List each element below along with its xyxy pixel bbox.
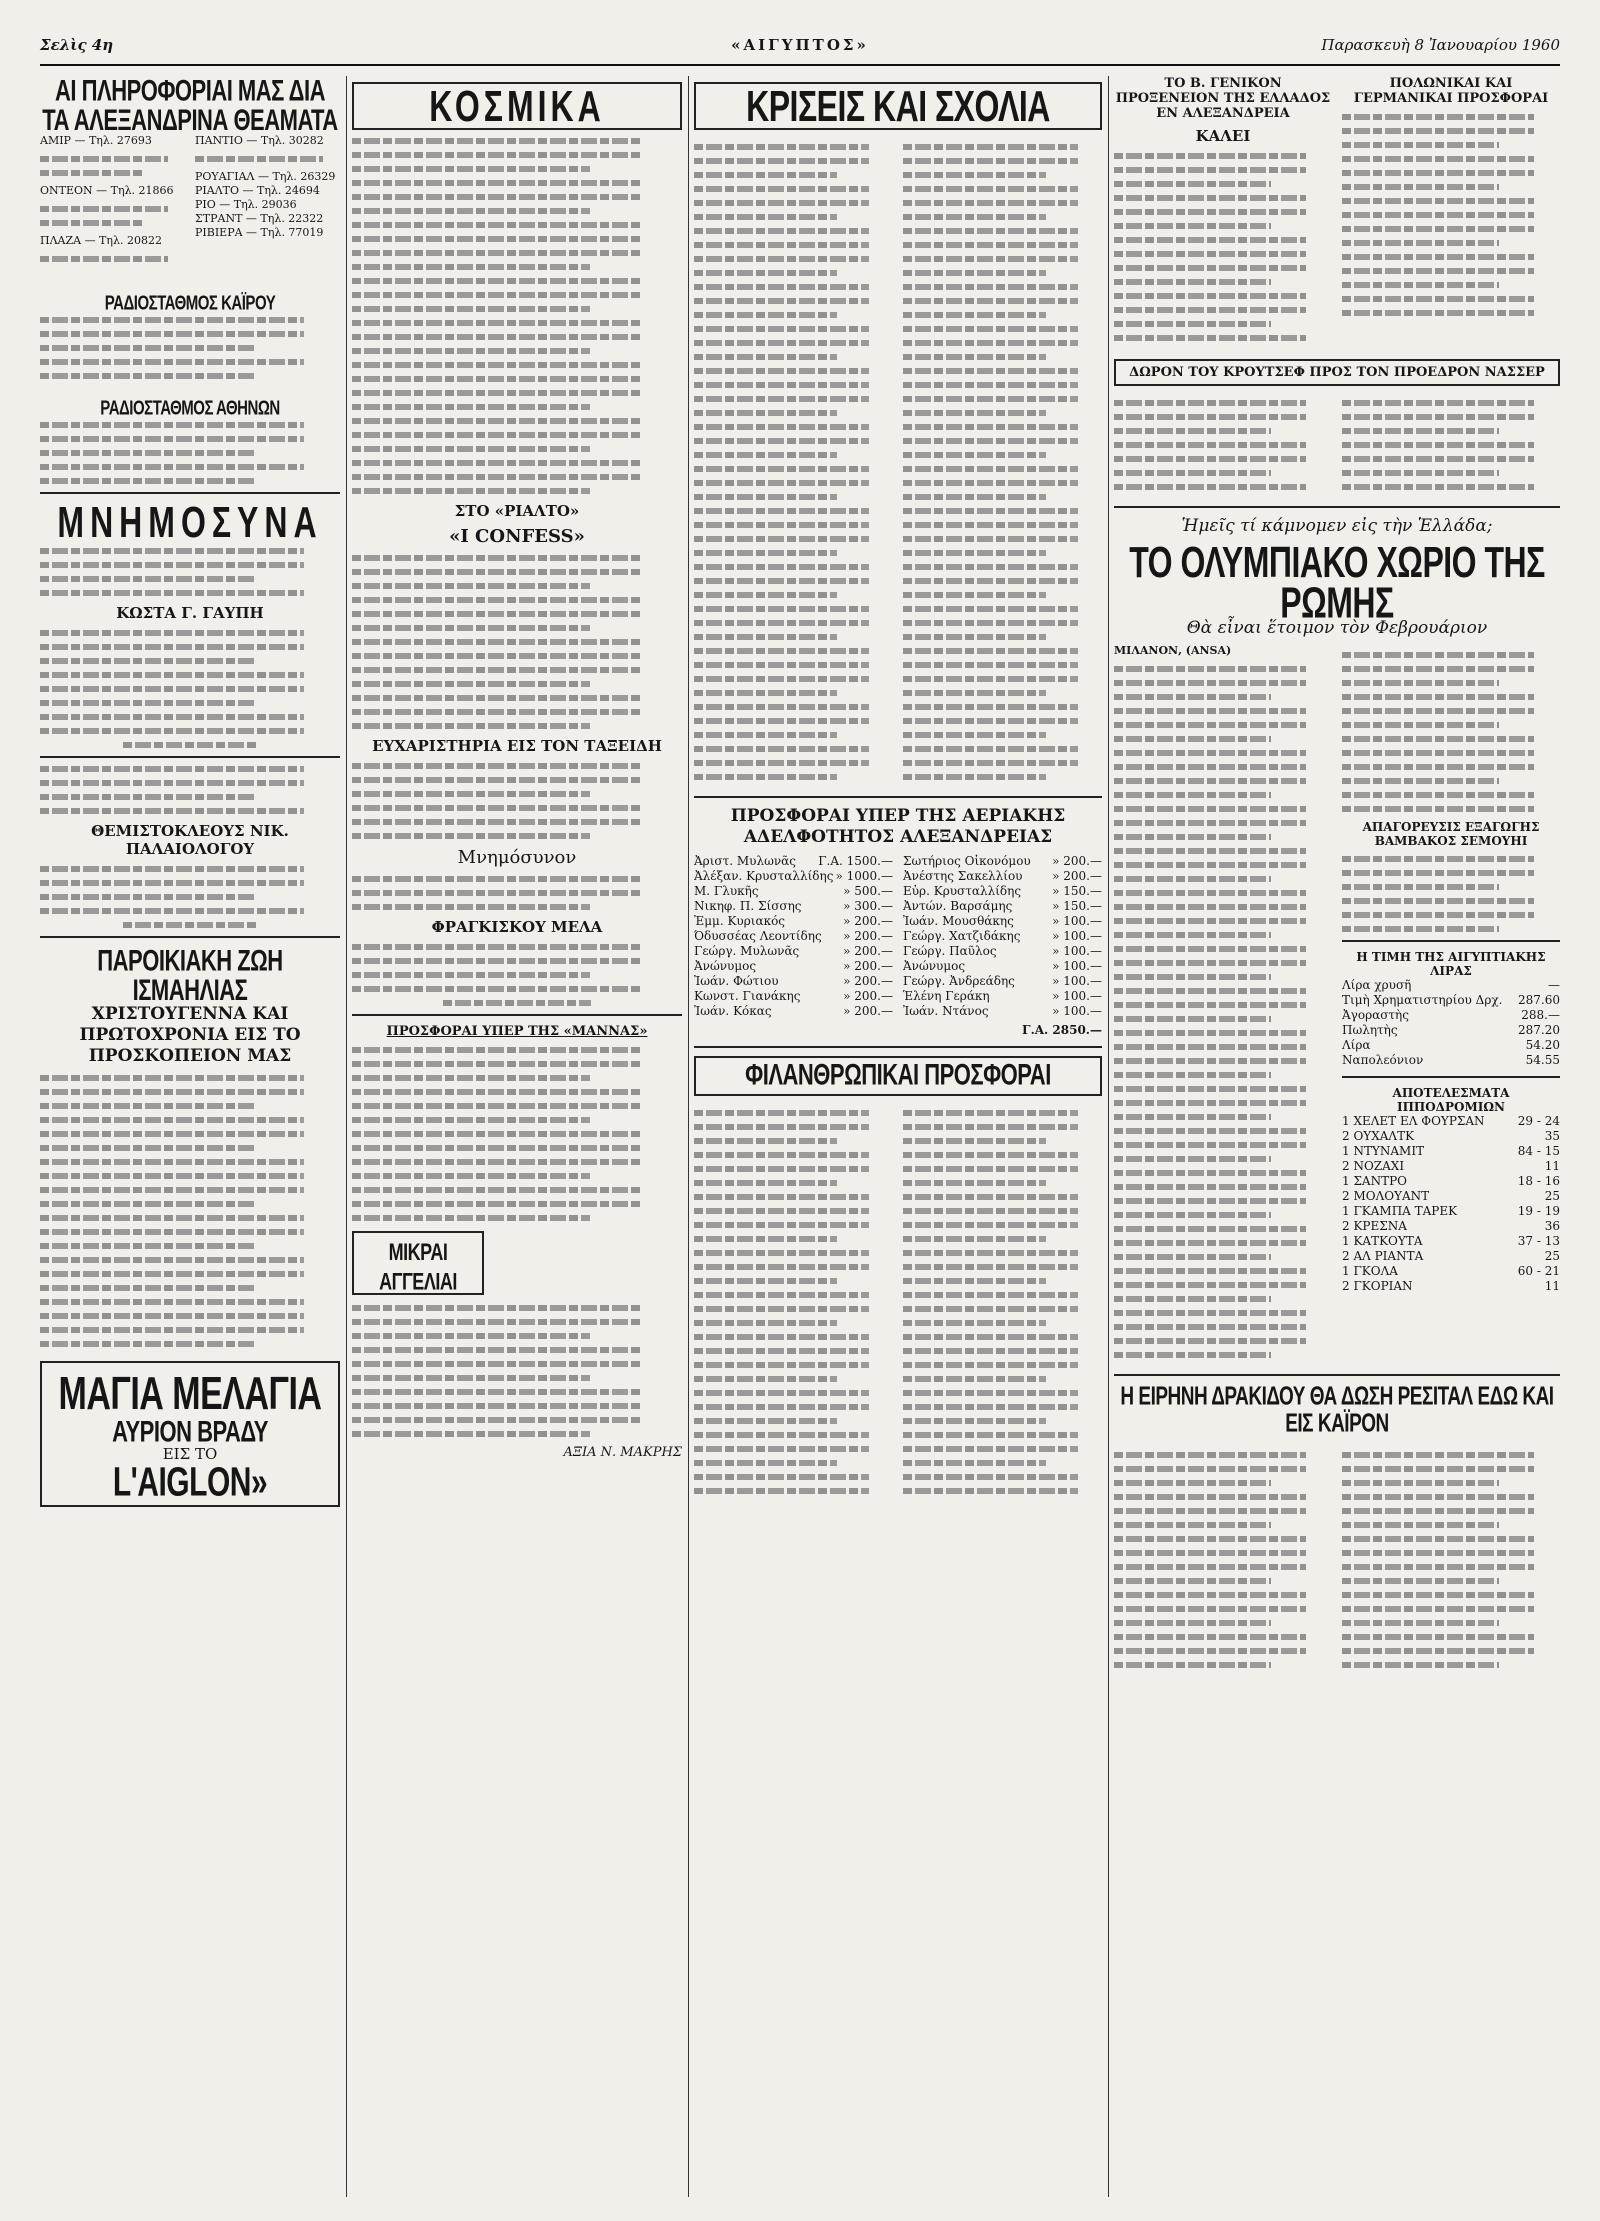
donor-row [694,944,893,959]
ismailia-subhead: ΧΡΙΣΤΟΥΓΕΝΝΑ ΚΑΙ ΠΡΩΤΟΧΡΟΝΙΑ ΕΙΣ ΤΟ ΠΡΟΣΚΟΠΕΙΟΝ ΜΑΣ [79,1004,301,1066]
races-head: ΑΠΟΤΕΛΕΣΜΑΤΑ ΙΠΠΟΔΡΟΜΙΩΝ [1392,1086,1510,1114]
race-row-label: 2 ΟΥΧΑΛΤΚ [1342,1129,1415,1143]
race-row [1342,1159,1560,1174]
race-row-value: 84 - 15 [1517,1144,1560,1158]
donors-right [903,854,1102,1019]
donor-row-value: » 200.— [843,1004,893,1018]
race-row [1342,1234,1560,1249]
cinema-9: ΠΛΑΖΑ — Τηλ. 20822 [40,234,162,247]
donor-row-value: » 200.— [843,914,893,928]
donor-row [903,959,1102,974]
olympic-kicker: Ἡμεῖς τί κάμνομεν εἰς τὴν Ἑλλάδα; [1181,516,1493,536]
lira-table [1342,978,1560,1068]
donor-row [694,899,893,914]
race-row-value: 35 [1544,1129,1560,1143]
memorials-head: ΜΝΗΜΟΣΥΝΑ [57,497,323,547]
radio-athens-head: ΡΑΔΙΟΣΤΑΘΜΟΣ ΑΘΗΝΩΝ [100,397,280,420]
donor-row [694,989,893,1004]
donor-row [694,869,893,884]
column-2 [352,76,682,2197]
lira-row-value: 54.20 [1525,1038,1560,1052]
signature: ΑΞΙΑ Ν. ΜΑΚΡΗΣ [563,1445,682,1460]
donor-row [903,1004,1102,1019]
column-4 [1114,76,1560,2197]
drakidou-head: Η ΕΙΡΗΝΗ ΔΡΑΚΙΔΟΥ ΘΑ ΔΩΣΗ ΡΕΣΙΤΑΛ ΕΔΩ ΚΑΙ ΕΙΣ ΚΑΪΡΟΝ [1120,1382,1554,1438]
race-row-value: 37 - 13 [1517,1234,1560,1248]
consulate-head: ΤΟ Β. ΓΕΝΙΚΟΝ ΠΡΟΞΕΝΕΙΟΝ ΤΗΣ ΕΛΛΑΔΟΣ ΕΝ ΑΛΕΞΑΝΔΡΕΙΑ [1115,76,1331,121]
donor-row-label: Όδυσσέας Λεοντίδης [694,929,822,943]
aeriaki-head: ΠΡΟΣΦΟΡΑΙ ΥΠΕΡ ΤΗΣ ΑΕΡΙΑΚΗΣ ΑΔΕΛΦΟΤΗΤΟΣ ΑΛΕΞΑΝΔΡΕΙΑΣ [730,806,1066,847]
donor-row-value: » 100.— [1052,1004,1102,1018]
comments-head: ΚΡΙΣΕΙΣ ΚΑΙ ΣΧΟΛΙΑ [746,81,1050,131]
race-row-label: 1 ΚΑΤΚΟΥΤΑ [1342,1234,1423,1248]
lira-head: Η ΤΙΜΗ ΤΗΣ ΑΙΓΥΠΤΙΑΚΗΣ ΛΙΡΑΣ [1356,950,1546,978]
cinema-6: ΣΤΡΑΝΤ — Τηλ. 22322 [195,212,324,225]
race-row [1342,1189,1560,1204]
memorial-name-2: ΘΕΜΙΣΤΟΚΛΕΟΥΣ ΝΙΚ. ΠΑΛΑΙΟΛΟΓΟΥ [91,822,289,858]
donor-row-label: Ἐμμ. Κυριακός [694,914,786,928]
race-row-value: 60 - 21 [1517,1264,1560,1278]
race-row [1342,1144,1560,1159]
donor-row-label: Γεώργ. Μυλωνᾶς [694,944,800,958]
race-row-value: 25 [1544,1249,1560,1263]
race-row [1342,1174,1560,1189]
donor-row [903,914,1102,929]
ad-at: ΕΙΣ ΤΟ [162,1445,218,1463]
cinema-7: ΡΙΒΙΕΡΑ — Τηλ. 77019 [195,226,324,239]
races-table [1342,1114,1560,1294]
donor-row-value: » 100.— [1052,989,1102,1003]
lira-row [1342,1038,1560,1053]
cinema-3: ΡΟΥΑΓΙΑΛ — Τηλ. 26329 [195,170,336,183]
page-number: Σελὶς 4η [40,36,114,54]
khrushchev-head: ΔΩΡΟΝ ΤΟΥ ΚΡΟΥΤΣΕΦ ΠΡΟΣ ΤΟΝ ΠΡΟΕΔΡΟΝ ΝΑΣΣΕΡ [1129,365,1545,380]
race-row-value: 18 - 16 [1517,1174,1560,1188]
donor-row [903,974,1102,989]
race-row-label: 1 ΧΕΛΕΤ ΕΛ ΦΟΥΡΣΑΝ [1342,1114,1485,1128]
cinema-1: ΑΜΙΡ — Τηλ. 27693 [40,134,152,147]
donor-row [694,854,893,869]
donor-row-label: Γεώργ. Παῦλος [903,944,997,958]
donor-row-label: Ἰωάν. Φώτιου [694,974,779,988]
lira-row-value: 287.60 [1518,993,1560,1007]
donor-row-label: Ἰωάν. Ντάνος [903,1004,989,1018]
rialto-head: ΣΤΟ «ΡΙΑΛΤΟ» [454,502,580,520]
column-3 [694,76,1102,2197]
race-row-label: 2 ΓΚΟΡΙΑΝ [1342,1279,1413,1293]
donor-row-value: » 200.— [1052,869,1102,883]
society-head: ΚΟΣΜΙΚΑ [429,81,605,131]
donor-row [694,884,893,899]
donor-row-label: Ἀριστ. Μυλωνᾶς [694,854,796,868]
ad-venue: L'AIGLON» [112,1460,268,1505]
donor-row [694,974,893,989]
race-row-value: 19 - 19 [1517,1204,1560,1218]
race-row-label: 1 ΝΤΥΝΑΜΙΤ [1342,1144,1425,1158]
donor-row-value: » 300.— [843,899,893,913]
donor-row-label: Ἀνέστης Σακελλίου [903,869,1023,883]
olympic-subhead: Θὰ εἶναι ἕτοιμον τὸν Φεβρουάριον [1186,618,1488,638]
donor-row-value: » 200.— [1052,854,1102,868]
donor-row [903,869,1102,884]
donor-row-value: » 500.— [843,884,893,898]
donor-row-label: Ἀνώνυμος [903,959,966,973]
donor-row-label: Εὐρ. Κρυσταλλίδης [903,884,1022,898]
ismailia-head: ΠΑΡΟΙΚΙΑΚΗ ΖΩΗ ΙΣΜΑΗΛΙΑΣ [97,943,283,1007]
donor-row-value: » 200.— [843,974,893,988]
ad-when: ΑΥΡΙΟΝ ΒΡΑΔΥ [112,1414,268,1449]
donor-row-value: » 100.— [1052,929,1102,943]
newspaper-name: «ΑΙΓΥΠΤΟΣ» [731,36,869,54]
donor-row-value: » 200.— [843,989,893,1003]
donor-row-label: Νικηφ. Π. Σίσσης [694,899,802,913]
donor-row-label: Γεώργ. Ἀνδρεάδης [903,974,1015,988]
donors-total: Γ.Α. 2850.— [1022,1023,1102,1037]
olympic-head: ΤΟ ΟΛΥΜΠΙΑΚΟ ΧΩΡΙΟ ΤΗΣ ΡΩΜΗΣ [1129,537,1545,628]
donor-row [694,1004,893,1019]
lira-row [1342,993,1560,1008]
cinema-2: ΠΑΝΤΙΟ — Τηλ. 30282 [195,134,324,147]
radio-cairo-head: ΡΑΔΙΟΣΤΑΘΜΟΣ ΚΑΪΡΟΥ [104,292,276,315]
donor-row-value: » 200.— [843,959,893,973]
lira-row [1342,1053,1560,1068]
donor-row-label: Ἀνώνυμος [694,959,757,973]
lira-row-label: Πωλητὴς [1342,1023,1398,1037]
race-row [1342,1204,1560,1219]
issue-date: Παρασκευὴ 8 Ἰανουαρίου 1960 [1321,36,1560,54]
donor-row-value: » 150.— [1052,884,1102,898]
lira-row [1342,1008,1560,1023]
race-row [1342,1249,1560,1264]
philanthropic-head: ΦΙΛΑΝΘΡΩΠΙΚΑΙ ΠΡΟΣΦΟΡΑΙ [745,1057,1051,1092]
cotton-head: ΑΠΑΓΟΡΕΥΣΙΣ ΕΞΑΓΩΓΗΣ ΒΑΜΒΑΚΟΣ ΣΕΜΟΥΗΙ [1362,820,1540,848]
classifieds-head: ΜΙΚΡΑΙ ΑΓΓΕΛΙΑΙ [379,1238,457,1296]
race-row-value: 29 - 24 [1517,1114,1560,1128]
manna-head: ΠΡΟΣΦΟΡΑΙ ΥΠΕΡ ΤΗΣ «ΜΑΝΝΑΣ» [386,1024,648,1039]
lira-row-label: Λίρα [1342,1038,1371,1052]
masthead [40,30,1560,66]
ad-title: ΜΑΓΙΑ ΜΕΛΑΓΙΑ [58,1368,322,1420]
dateline: ΜΙΛΑΝΟΝ, (ANSA) [1114,644,1232,657]
lira-row-label: Ἀγοραστὴς [1342,1008,1409,1022]
donor-row-value: Γ.Α. 1500.— [818,854,893,868]
race-row [1342,1264,1560,1279]
donor-row [694,929,893,944]
donor-row [694,914,893,929]
confess-head: «I CONFESS» [449,526,585,547]
lira-row-label: Τιμὴ Χρηματιστηρίου Δρχ. [1342,993,1503,1007]
race-row-label: 2 ΝΟΖΑΧΙ [1342,1159,1405,1173]
race-row-label: 2 ΜΟΛΟΥΑΝΤ [1342,1189,1430,1203]
donor-row-label: Γεώργ. Χατζιδάκης [903,929,1021,943]
lira-row-label: Λίρα χρυσῆ [1342,978,1412,992]
donor-row-label: Ἰωάν. Κόκας [694,1004,772,1018]
memorial-name-mela: ΦΡΑΓΚΙΣΚΟΥ ΜΕΛΑ [431,918,603,936]
race-row [1342,1219,1560,1234]
race-row-value: 11 [1544,1279,1560,1293]
lira-row-label: Ναπολεόνιον [1342,1053,1424,1067]
memorial-name-1: ΚΩΣΤΑ Γ. ΓΑΥΠΗ [116,604,264,622]
memorial-head: Μνημόσυνον [457,847,577,868]
donor-row-label: Ἀλέξαν. Κρυσταλλίδης [694,869,834,883]
donor-row [903,944,1102,959]
theatres-headline: ΑΙ ΠΛΗΡΟΦΟΡΙΑΙ ΜΑΣ ΔΙΑ ΤΑ ΑΛΕΞΑΝΔΡΙΝΑ ΘΕΑΜΑΤΑ [42,76,338,137]
donor-row-value: » 100.— [1052,959,1102,973]
race-row [1342,1114,1560,1129]
lira-row-value: 288.— [1521,1008,1560,1022]
cinema-4: ΡΙΑΛΤΟ — Τηλ. 24694 [195,184,320,197]
donor-row-value: » 200.— [843,944,893,958]
donor-row-value: » 150.— [1052,899,1102,913]
race-row-label: 2 ΑΛ ΡΙΑΝΤΑ [1342,1249,1424,1263]
donor-row-label: Ἀντών. Βαρσάμης [903,899,1013,913]
donor-row [903,884,1102,899]
donor-row [903,929,1102,944]
donor-row-value: » 100.— [1052,944,1102,958]
race-row-label: 1 ΓΚΟΛΑ [1342,1264,1398,1278]
lira-row [1342,1023,1560,1038]
cinema-5: ΡΙΟ — Τηλ. 29036 [195,198,297,211]
donor-row-label: Μ. Γλυκῆς [694,884,759,898]
column-1 [40,76,340,2197]
race-row-value: 36 [1544,1219,1560,1233]
donor-row-value: » 200.— [843,929,893,943]
polish-german-head: ΠΟΛΩΝΙΚΑΙ ΚΑΙ ΓΕΡΜΑΝΙΚΑΙ ΠΡΟΣΦΟΡΑΙ [1353,76,1549,106]
race-row-label: 1 ΓΚΑΜΠΑ ΤΑΡΕΚ [1342,1204,1458,1218]
lira-row-value: 287.20 [1518,1023,1560,1037]
donor-row-value: » 100.— [1052,914,1102,928]
lira-row [1342,978,1560,993]
donor-row [903,989,1102,1004]
donor-row [694,959,893,974]
donor-row-value: » 100.— [1052,974,1102,988]
donor-row-label: Σωτήριος Οἰκονόμου [903,854,1031,868]
race-row [1342,1129,1560,1144]
thanks-head: ΕΥΧΑΡΙΣΤΗΡΙΑ ΕΙΣ ΤΟΝ ΤΑΞΕΙΔΗ [372,737,662,755]
race-row-label: 2 ΚΡΕΣΝΑ [1342,1219,1407,1233]
donor-row [903,854,1102,869]
consulate-kalei: ΚΑΛΕΙ [1195,127,1251,145]
donor-row [903,899,1102,914]
donors-left [694,854,893,1019]
donor-row-label: Ἑλένη Γεράκη [903,989,990,1003]
donor-row-label: Ἰωάν. Μουσθάκης [903,914,1014,928]
race-row-label: 1 ΣΑΝΤΡΟ [1342,1174,1408,1188]
cinema-8: ΟΝΤΕΟΝ — Τηλ. 21866 [40,184,174,197]
race-row-value: 25 [1544,1189,1560,1203]
donor-row-value: » 1000.— [835,869,893,883]
lira-row-value: — [1548,978,1560,992]
donor-row-label: Κωνστ. Γιανάκης [694,989,801,1003]
race-row-value: 11 [1544,1159,1560,1173]
race-row [1342,1279,1560,1294]
lira-row-value: 54.55 [1525,1053,1560,1067]
